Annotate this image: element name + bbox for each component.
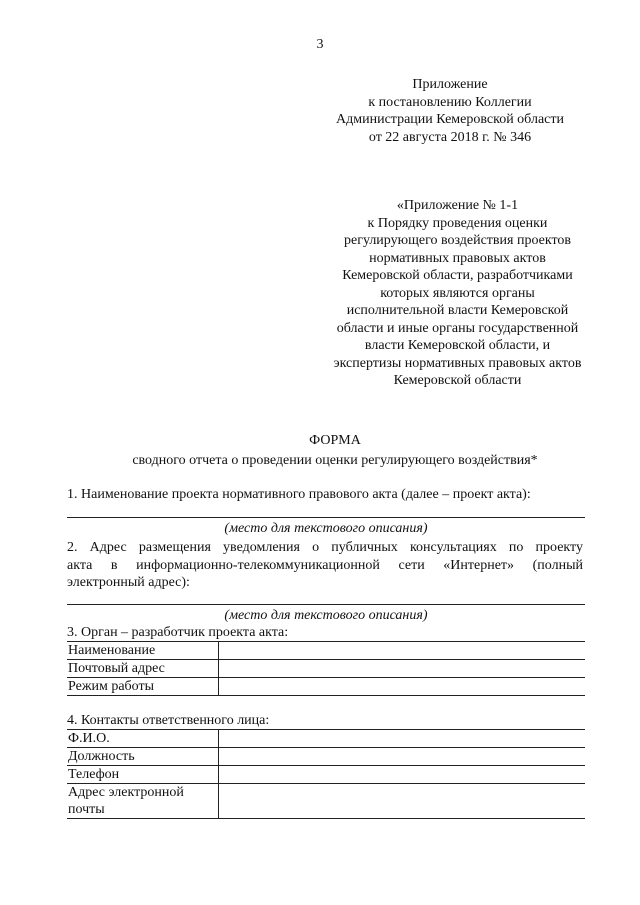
developer-table: [67, 641, 585, 696]
form-title: ФОРМА: [309, 433, 361, 448]
position-field[interactable]: [219, 748, 586, 766]
row-label: Почтовый адрес: [67, 660, 219, 678]
row-label: Наименование: [67, 642, 219, 660]
email-field[interactable]: [219, 784, 586, 819]
table-row: [67, 730, 585, 748]
section-1-heading: 1. Наименование проекта нормативного правового акта (далее – проект акта):: [67, 487, 531, 502]
section-2-heading: [67, 539, 583, 592]
section-4-heading: 4. Контакты ответственного лица:: [67, 713, 270, 728]
table-row: [67, 766, 585, 784]
row-label: Режим работы: [67, 678, 219, 696]
appendix-sub-line: к Порядку проведения оценки: [367, 215, 548, 231]
appendix-header-line: от 22 августа 2018 г. № 346: [368, 129, 532, 145]
row-label: Адрес электронной почты: [67, 784, 219, 819]
section-1-hint: (место для текстового описания): [224, 521, 428, 536]
appendix-sub-line: Кемеровской области, разработчиками: [342, 268, 573, 283]
appendix-header: [300, 76, 600, 146]
section-2-input-line[interactable]: [67, 604, 585, 605]
section-2-hint: (место для текстового описания): [224, 608, 428, 623]
appendix-sub-header: [305, 197, 610, 390]
section-1-input-line[interactable]: [67, 517, 585, 518]
appendix-header-line: Приложение: [412, 77, 488, 92]
appendix-sub-line: регулирующего воздействия проектов: [343, 233, 571, 248]
phone-field[interactable]: [219, 766, 586, 784]
page-number: 3: [316, 37, 324, 52]
working-hours-field[interactable]: [219, 678, 586, 696]
appendix-sub-line: нормативных правовых актов: [369, 250, 546, 266]
appendix-sub-line: Кемеровской области: [393, 373, 522, 388]
table-row: [67, 748, 585, 766]
row-label: Телефон: [67, 766, 219, 784]
appendix-sub-line: которых являются органы: [380, 285, 535, 301]
appendix-sub-line: «Приложение № 1-1: [396, 198, 519, 213]
contact-table: [67, 729, 585, 819]
full-name-field[interactable]: [219, 730, 586, 748]
form-subtitle: сводного отчета о проведении оценки регулирующего воздействия*: [132, 453, 538, 468]
row-label: Ф.И.О.: [67, 730, 219, 748]
section-2-line: акта в информационно-телекоммуникационной сети «Интернет» (полный: [67, 557, 583, 573]
postal-address-field[interactable]: [219, 660, 586, 678]
table-row: [67, 642, 585, 660]
appendix-header-line: Администрации Кемеровской области: [336, 112, 564, 127]
appendix-sub-line: области и иные органы государственной: [336, 320, 579, 336]
organization-name-field[interactable]: [219, 642, 586, 660]
section-3-heading: 3. Орган – разработчик проекта акта:: [67, 625, 289, 640]
appendix-header-line: к постановлению Коллегии: [368, 94, 532, 110]
appendix-sub-line: исполнительной власти Кемеровской: [346, 303, 569, 318]
table-row: [67, 678, 585, 696]
appendix-sub-line: экспертизы нормативных правовых актов: [333, 355, 582, 371]
table-row: [67, 784, 585, 819]
table-row: [67, 660, 585, 678]
section-2-line: 2. Адрес размещения уведомления о публичных консультациях по проекту: [67, 540, 583, 555]
section-2-line: электронный адрес):: [67, 575, 190, 590]
appendix-sub-line: власти Кемеровской области, и: [364, 338, 551, 353]
row-label: Должность: [67, 748, 219, 766]
